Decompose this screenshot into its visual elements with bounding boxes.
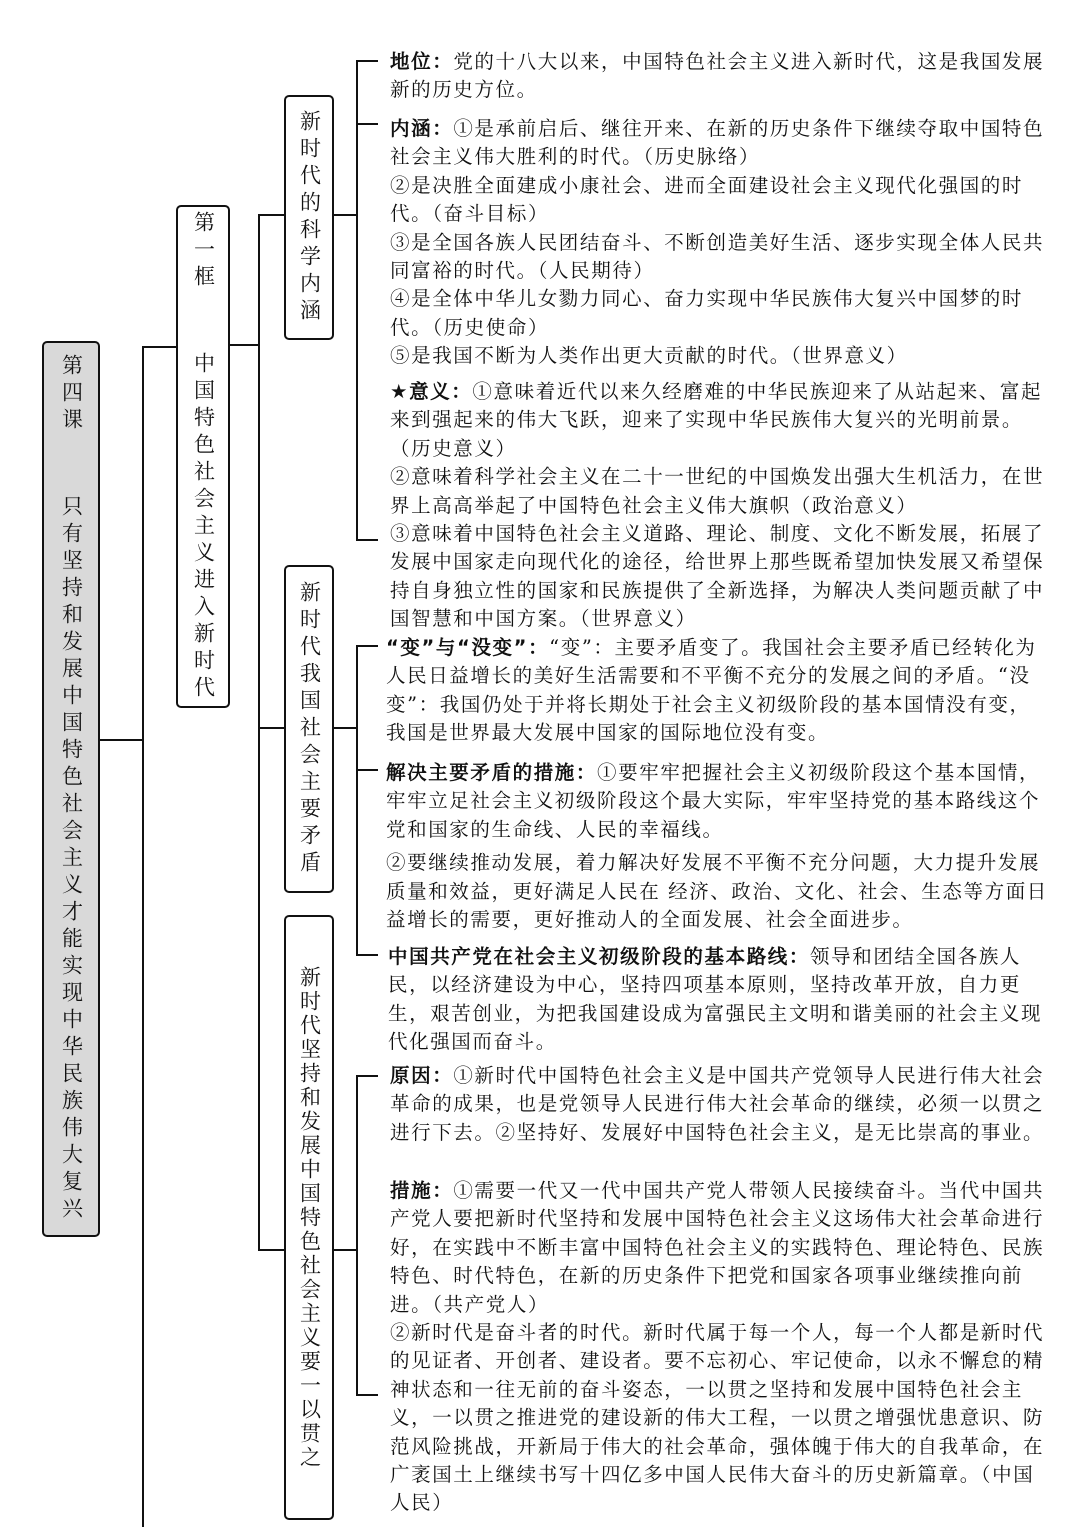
topic-box-2: [284, 565, 334, 893]
block-text: 领导和团结全国各族人民，以经济建设为中心，坚持四项基本原则，坚持改革开放，自力更生，艰苦创业，为把我国建设成为富强民主文明和谐美丽的社会主义现代化强国而奋斗。: [388, 945, 1043, 1054]
block-text: ③意味着中国特色社会主义道路、理论、制度、文化不断发展，拓展了发展中国家走向现代化的途径，给世界上那些既希望加快发展又希望保持自身独立性的国家和民族提供了全新选择，为解决人类问题贡献了中国智慧和中国方案。（世界意义）: [390, 522, 1045, 631]
block-key: “变”与“没变”：: [386, 636, 550, 659]
frame-box: [176, 205, 230, 708]
lesson-box: [42, 341, 100, 1237]
block-connotation: [390, 115, 1052, 371]
block-text: ①是承前启后、继往开来、在新的历史条件下继续夺取中国特色社会主义伟大胜利的时代。（历史脉络）: [390, 117, 1045, 169]
bracket: [356, 1075, 358, 1396]
block-key: 地位：: [390, 50, 454, 73]
block-text: ①意味着近代以来久经磨难的中华民族迎来了从站起来、富起来到强起来的伟大飞跃，迎来了实现中华民族伟大复兴的光明前景。（历史意义）: [390, 380, 1043, 460]
connector: [356, 954, 378, 956]
connector: [356, 539, 378, 541]
connector: [258, 214, 284, 216]
block-measures-2: [390, 1177, 1052, 1518]
connector: [100, 739, 143, 741]
bracket: [356, 645, 358, 956]
block-change: [386, 634, 1048, 748]
connector: [356, 769, 378, 771]
block-status: [390, 48, 1052, 105]
block-reason: [390, 1062, 1052, 1147]
connector: [356, 123, 378, 125]
block-text: ③是全国各族人民团结奋斗、不断创造美好生活、逐步实现全体人民共同富裕的时代。（人民期待）: [390, 230, 1045, 283]
connector: [258, 1249, 284, 1251]
connector: [334, 1249, 358, 1251]
block-text: 党的十八大以来，中国特色社会主义进入新时代，这是我国发展新的历史方位。: [390, 50, 1045, 102]
block-significance: [390, 378, 1052, 634]
block-text: “变”：主要矛盾变了。我国社会主要矛盾已经转化为人民日益增长的美好生活需要和不平衡不充分的发展之间的矛盾。“没变”：我国仍处于并将长期处于社会主义初级阶段的基本国情没有变，我国是世界最大发展中国家的国际地位没有变。: [386, 636, 1037, 745]
block-key: ★意义：: [390, 380, 473, 403]
connector: [230, 344, 260, 346]
block-text: ②意味着科学社会主义在二十一世纪的中国焕发出强大生机活力，在世界上高高举起了中国特色社会主义伟大旗帜（政治意义）: [390, 465, 1045, 517]
connector: [356, 60, 378, 62]
block-text: ②新时代是奋斗者的时代。新时代属于每一个人，每一个人都是新时代的见证者、开创者、建设者。要不忘初心、牢记使命，以永不懈怠的精神状态和一往无前的奋斗姿态，一以贯之坚持和发展中国特色社会主义，一以贯之推进党的建设新的伟大工程，一以贯之增强忧患意识、防范风险挑战，开新局于伟大的社会革命，强体魄于伟大的自我革命，在广袤国土上继续书写十四亿多中国人民伟大奋斗的历史新篇章。（中国人民）: [390, 1321, 1045, 1515]
connector: [258, 214, 260, 1251]
connector: [334, 727, 358, 729]
block-text: ①需要一代又一代中国共产党人带领人民接续奋斗。当代中国共产党人要把新时代坚持和发展中国特色社会主义这场伟大社会革命进行好，在实践中不断丰富中国特色社会主义的实践特色、理论特色、民族特色、时代特色，在新的历史条件下把党和国家各项事业继续推向前进。（共产党人）: [390, 1179, 1045, 1316]
bracket: [356, 60, 358, 541]
connector: [142, 346, 144, 1527]
block-key: 内涵：: [390, 117, 454, 140]
lesson-title: 第四课 只有坚持和发展中国特色社会主义才能实现中华民族伟大复兴: [59, 354, 84, 1224]
block-text: ②要继续推动发展，着力解决好发展不平衡不充分问题，大力提升发展质量和效益，更好满足人民在 经济、政治、文化、社会、生态等方面日益增长的需要，更好推动人的全面发展、社会全面进步。: [386, 851, 1048, 932]
connector: [356, 1394, 378, 1396]
block-text: ⑤是我国不断为人类作出更大贡献的时代。（世界意义）: [390, 344, 908, 368]
block-key: 原因：: [390, 1064, 454, 1087]
connector: [356, 1075, 378, 1077]
topic-title: 新时代坚持和发展中国特色社会主义要一以贯之: [297, 965, 322, 1470]
topic-title: 新时代的科学内涵: [297, 109, 322, 326]
connector: [356, 645, 378, 647]
block-text: ②是决胜全面建成小康社会、进而全面建设社会主义现代化强国的时代。（奋斗目标）: [390, 173, 1024, 226]
block-key: 中国共产党在社会主义初级阶段的基本路线：: [388, 945, 811, 968]
block-text: ④是全体中华儿女勠力同心、奋力实现中华民族伟大复兴中国梦的时代。（历史使命）: [390, 287, 1024, 339]
block-measures: [386, 759, 1048, 934]
connector: [142, 346, 176, 348]
block-key: 解决主要矛盾的措施：: [386, 761, 598, 784]
topic-title: 新时代我国社会主要矛盾: [297, 580, 322, 878]
connector: [258, 727, 284, 729]
block-text: ①新时代中国特色社会主义是中国共产党领导人民进行伟大社会革命的成果，也是党领导人民进行伟大社会革命的继续，必须一以贯之进行下去。②坚持好、发展好中国特色社会主义，是无比崇高的事业。: [390, 1064, 1045, 1144]
connector: [334, 214, 358, 216]
frame-title: 第一框 中国特色社会主义进入新时代: [191, 210, 216, 703]
block-key: 措施：: [390, 1179, 454, 1202]
block-text: ①要牢牢把握社会主义初级阶段这个基本国情，牢牢立足社会主义初级阶段这个最大实际，牢牢坚持党的基本路线这个党和国家的生命线、人民的幸福线。: [386, 761, 1041, 841]
topic-box-3: [284, 915, 334, 1520]
block-basic-line: [388, 943, 1050, 1057]
topic-box-1: [284, 95, 334, 340]
